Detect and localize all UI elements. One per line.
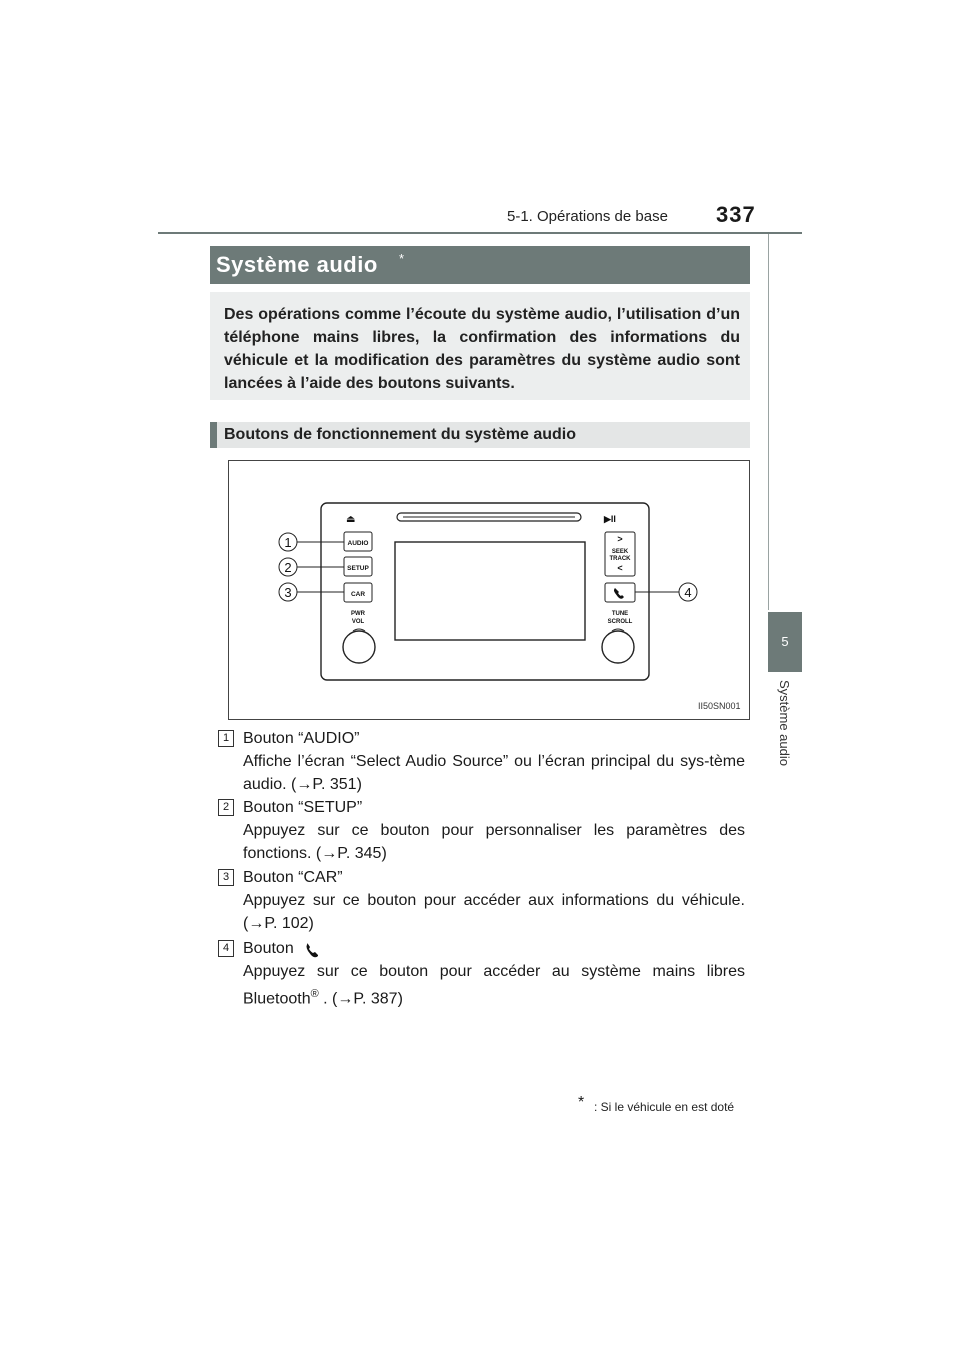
item-description: Appuyez sur ce bouton pour accéder aux informations du véhicule. (→P. 102)	[243, 892, 745, 932]
svg-text:AUDIO: AUDIO	[347, 540, 369, 547]
item-number: 1	[218, 730, 234, 747]
svg-text:SCROLL: SCROLL	[607, 619, 633, 625]
item-description: Affiche l’écran “Select Audio Source” ou l’écran principal du sys-tème audio. (→P. 351)	[243, 753, 745, 793]
svg-text:TRACK: TRACK	[609, 556, 631, 562]
audio-unit-figure	[228, 460, 750, 720]
item-number: 3	[218, 869, 234, 886]
item-description: Appuyez sur ce bouton pour accéder au système mains libres Bluetooth® . (→P. 387)	[243, 963, 745, 1008]
header-rule	[158, 232, 802, 234]
item-title: Bouton “SETUP”	[243, 799, 363, 816]
eject-icon: ⏏	[346, 514, 356, 525]
display-screen	[395, 542, 585, 640]
item-number: 2	[218, 799, 234, 816]
phone-icon	[305, 942, 319, 958]
chapter-tab: 5	[768, 612, 802, 672]
pwr-vol-knob	[343, 631, 375, 663]
footnote: : Si le véhicule en est doté	[594, 1100, 735, 1114]
item-title: Bouton	[243, 940, 294, 957]
svg-text:SEEK: SEEK	[611, 549, 629, 555]
item-number: 4	[218, 940, 234, 957]
title-asterisk: *	[399, 251, 405, 266]
item-description: Appuyez sur ce bouton pour personnaliser les paramètres des fonctions. (→P. 345)	[243, 822, 745, 862]
subsection-heading: Boutons de fonctionnement du système audio	[224, 426, 577, 443]
play-pause-icon: ▶II	[604, 514, 616, 524]
footnote-asterisk: *	[578, 1094, 585, 1111]
item-title: Bouton “AUDIO”	[243, 730, 360, 747]
svg-text:3: 3	[284, 585, 292, 600]
tune-scroll-knob	[602, 631, 634, 663]
svg-text:>: >	[617, 534, 623, 544]
audio-unit-illustration	[229, 461, 749, 719]
chapter-label	[768, 680, 802, 820]
svg-text:1: 1	[284, 535, 292, 550]
intro-text: Des opérations comme l’écoute du système audio, l’utilisation d’un téléphone mains libres, la confirmation des informations du véhicule et la modification des paramètres du système audio sont lancées à l’aide des boutons suivants.	[224, 306, 740, 392]
page-number: 337	[716, 202, 756, 227]
svg-text:<: <	[617, 563, 623, 573]
side-tab-line	[768, 234, 769, 610]
running-header-section: 5-1. Opérations de base	[507, 208, 668, 225]
svg-text:SETUP: SETUP	[347, 565, 369, 572]
item-title: Bouton “CAR”	[243, 869, 343, 886]
page-title: Système audio	[216, 252, 378, 277]
chapter-label-text: Système audio	[777, 680, 792, 766]
svg-text:CAR: CAR	[350, 591, 366, 598]
svg-text:TUNE: TUNE	[611, 611, 629, 617]
svg-text:PWR: PWR	[351, 611, 365, 617]
svg-text:4: 4	[684, 585, 692, 600]
svg-text:VOL: VOL	[351, 619, 365, 625]
phone-button	[605, 583, 635, 602]
subsection-marker	[210, 422, 217, 448]
figure-code: II50SN001	[698, 701, 741, 711]
svg-text:2: 2	[284, 560, 292, 575]
